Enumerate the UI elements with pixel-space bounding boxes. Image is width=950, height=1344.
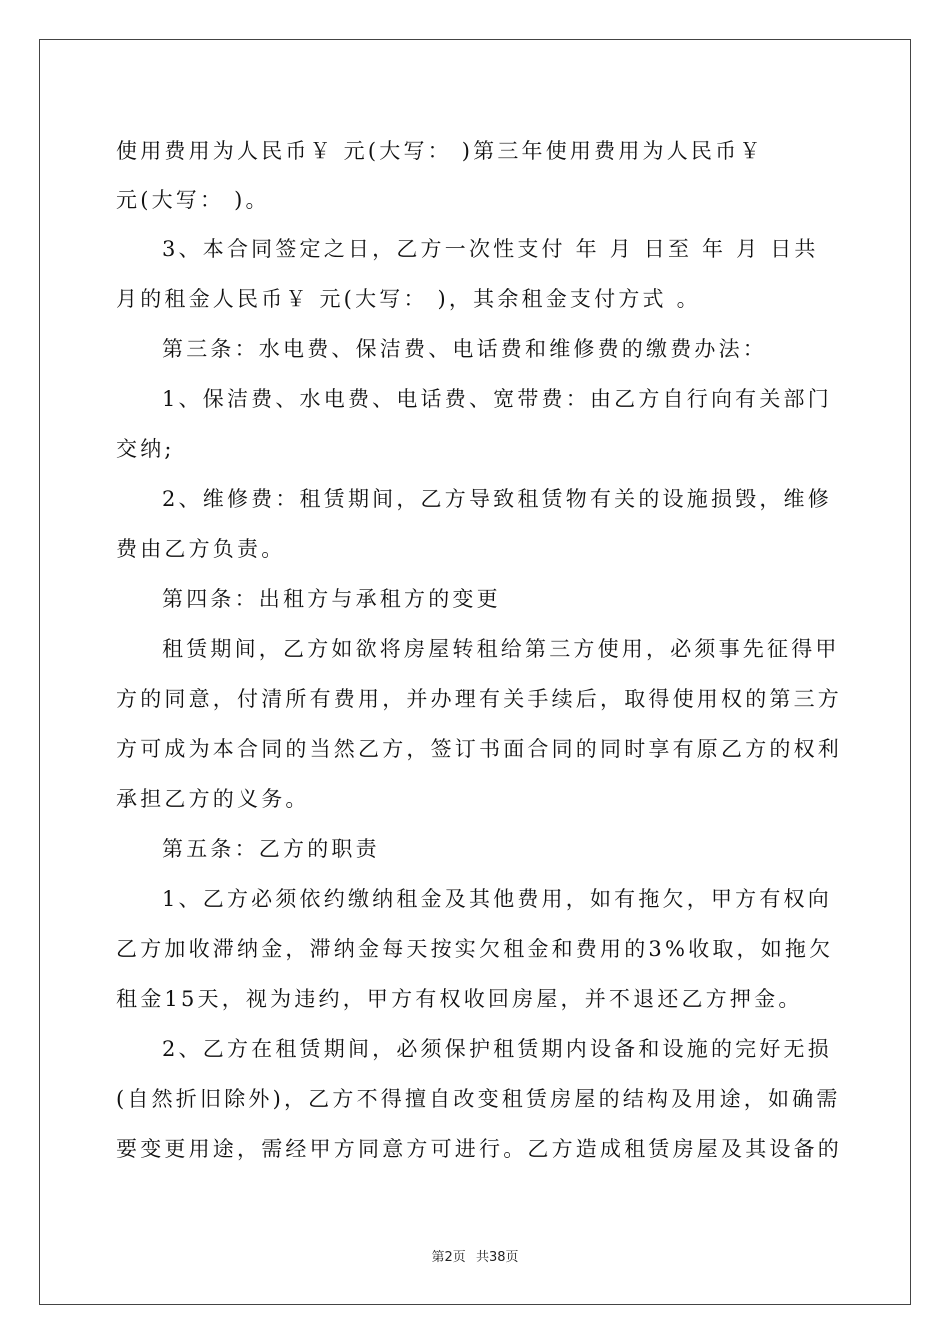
text-line: 2、乙方在租赁期间，必须保护租赁期内设备和设施的完好无损	[162, 1037, 832, 1061]
text-line: 交纳;	[116, 437, 175, 461]
page-border	[39, 39, 911, 1305]
text-line: 1、保洁费、水电费、电话费、宽带费：由乙方自行向有关部门	[162, 387, 832, 411]
text-line: 乙方加收滞纳金，滞纳金每天按实欠租金和费用的3%收取，如拖欠	[116, 937, 834, 961]
text-line: 要变更用途，需经甲方同意方可进行。乙方造成租赁房屋及其设备的	[116, 1137, 842, 1161]
text-line: 方的同意，付清所有费用，并办理有关手续后，取得使用权的第三方	[116, 687, 842, 711]
text-line: 承担乙方的义务。	[116, 787, 310, 811]
section-heading: 第五条：乙方的职责	[162, 837, 380, 861]
text-line: 方可成为本合同的当然乙方，签订书面合同的同时享有原乙方的权利	[116, 737, 842, 761]
page-footer	[0, 1246, 950, 1265]
text-line: (自然折旧除外)，乙方不得擅自改变租赁房屋的结构及用途，如确需	[116, 1087, 841, 1111]
text-line: 月的租金人民币￥ 元(大写： )，其余租金支付方式 。	[116, 287, 701, 311]
page-number: 第2页	[431, 1250, 466, 1265]
section-heading: 第四条：出租方与承租方的变更	[162, 587, 501, 611]
page-total: 共38页	[475, 1250, 519, 1265]
text-line: 1、乙方必须依约缴纳租金及其他费用，如有拖欠，甲方有权向	[162, 887, 832, 911]
text-line: 2、维修费：租赁期间，乙方导致租赁物有关的设施损毁，维修	[162, 487, 832, 511]
text-line: 3、本合同签定之日，乙方一次性支付 年 月 日至 年 月 日共	[162, 237, 819, 261]
section-heading: 第三条：水电费、保洁费、电话费和维修费的缴费办法：	[162, 337, 767, 361]
text-line: 使用费用为人民币￥ 元(大写： )第三年使用费用为人民币￥	[116, 139, 764, 163]
text-line: 租赁期间，乙方如欲将房屋转租给第三方使用，必须事先征得甲	[162, 637, 840, 661]
text-line: 租金15天，视为违约，甲方有权收回房屋，并不退还乙方押金。	[116, 987, 803, 1011]
text-line: 费由乙方负责。	[116, 537, 286, 561]
text-line: 元(大写： )。	[116, 188, 270, 212]
